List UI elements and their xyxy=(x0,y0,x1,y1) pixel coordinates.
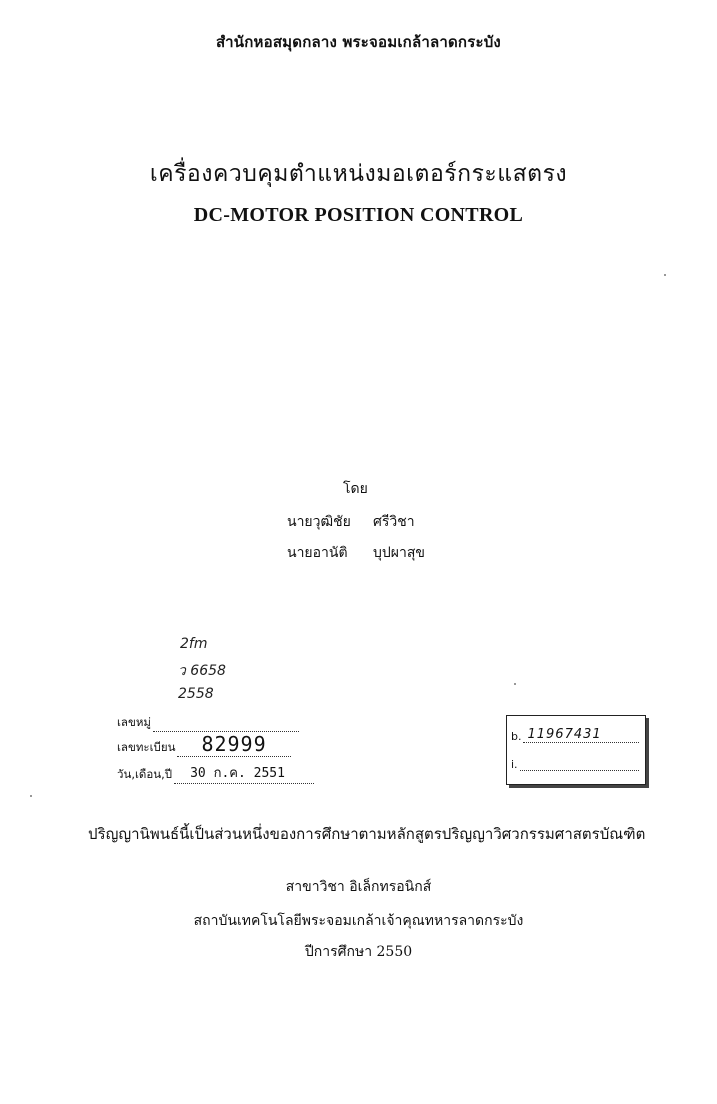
call-box-row-1-label: b. xyxy=(511,730,522,743)
call-box-row-2-label: i. xyxy=(511,758,518,771)
author-1 xyxy=(287,511,415,533)
library-stamp: สำนักหอสมุดกลาง พระจอมเกล้าลาดกระบัง xyxy=(216,33,501,51)
scan-speck xyxy=(664,274,666,276)
call-number-line xyxy=(117,714,299,732)
author-2 xyxy=(287,542,425,564)
scan-speck xyxy=(514,683,516,685)
institution: สถาบันเทคโนโลยีพระจอมเกล้าเจ้าคุณทหารลาดกระบัง xyxy=(193,913,524,929)
thesis-statement: ปริญญานิพนธ์นี้เป็นส่วนหนึ่งของการศึกษาตามหลักสูตรปริญญาวิศวกรรมศาสตรบัณฑิต xyxy=(88,825,646,843)
call-box-row-2-dots xyxy=(520,758,639,771)
register-line xyxy=(117,732,291,757)
date-line xyxy=(117,766,314,784)
call-number-label: เลขหมู่ xyxy=(117,715,152,729)
author-2-family-name: บุปผาสุข xyxy=(373,545,425,561)
call-box-row-1-dots xyxy=(523,727,639,743)
date-dots xyxy=(174,766,314,784)
author-1-family-name: ศรีวิชา xyxy=(373,514,415,530)
title-thai: เครื่องควบคุมตำแหน่งมอเตอร์กระแสตรง xyxy=(149,161,568,187)
register-value: 82999 xyxy=(201,732,267,756)
date-label: วัน,เดือน,ปี xyxy=(117,767,173,781)
register-dots xyxy=(177,732,291,757)
call-number-dots xyxy=(153,719,299,732)
handwritten-note-2: ว 6658 xyxy=(178,663,226,679)
call-box-row-1 xyxy=(511,727,639,743)
department: สาขาวิชา อิเล็กทรอนิกส์ xyxy=(285,879,432,895)
register-label: เลขทะเบียน xyxy=(117,740,176,754)
by-label: โดย xyxy=(343,481,368,497)
call-box-row-2 xyxy=(511,758,639,771)
call-number-box xyxy=(506,715,646,785)
handwritten-note-3: 2558 xyxy=(178,686,214,702)
academic-year: ปีการศึกษา 2550 xyxy=(304,944,413,960)
handwritten-note-1: 2fm xyxy=(180,636,208,652)
author-2-given-name: นายอานัติ xyxy=(287,545,348,561)
call-box-row-1-value: 11967431 xyxy=(527,727,602,742)
date-value: 30 ก.ค. 2551 xyxy=(190,766,285,781)
author-1-given-name: นายวุฒิชัย xyxy=(287,514,351,530)
scan-speck xyxy=(30,795,32,797)
title-english: DC-MOTOR POSITION CONTROL xyxy=(193,204,524,226)
